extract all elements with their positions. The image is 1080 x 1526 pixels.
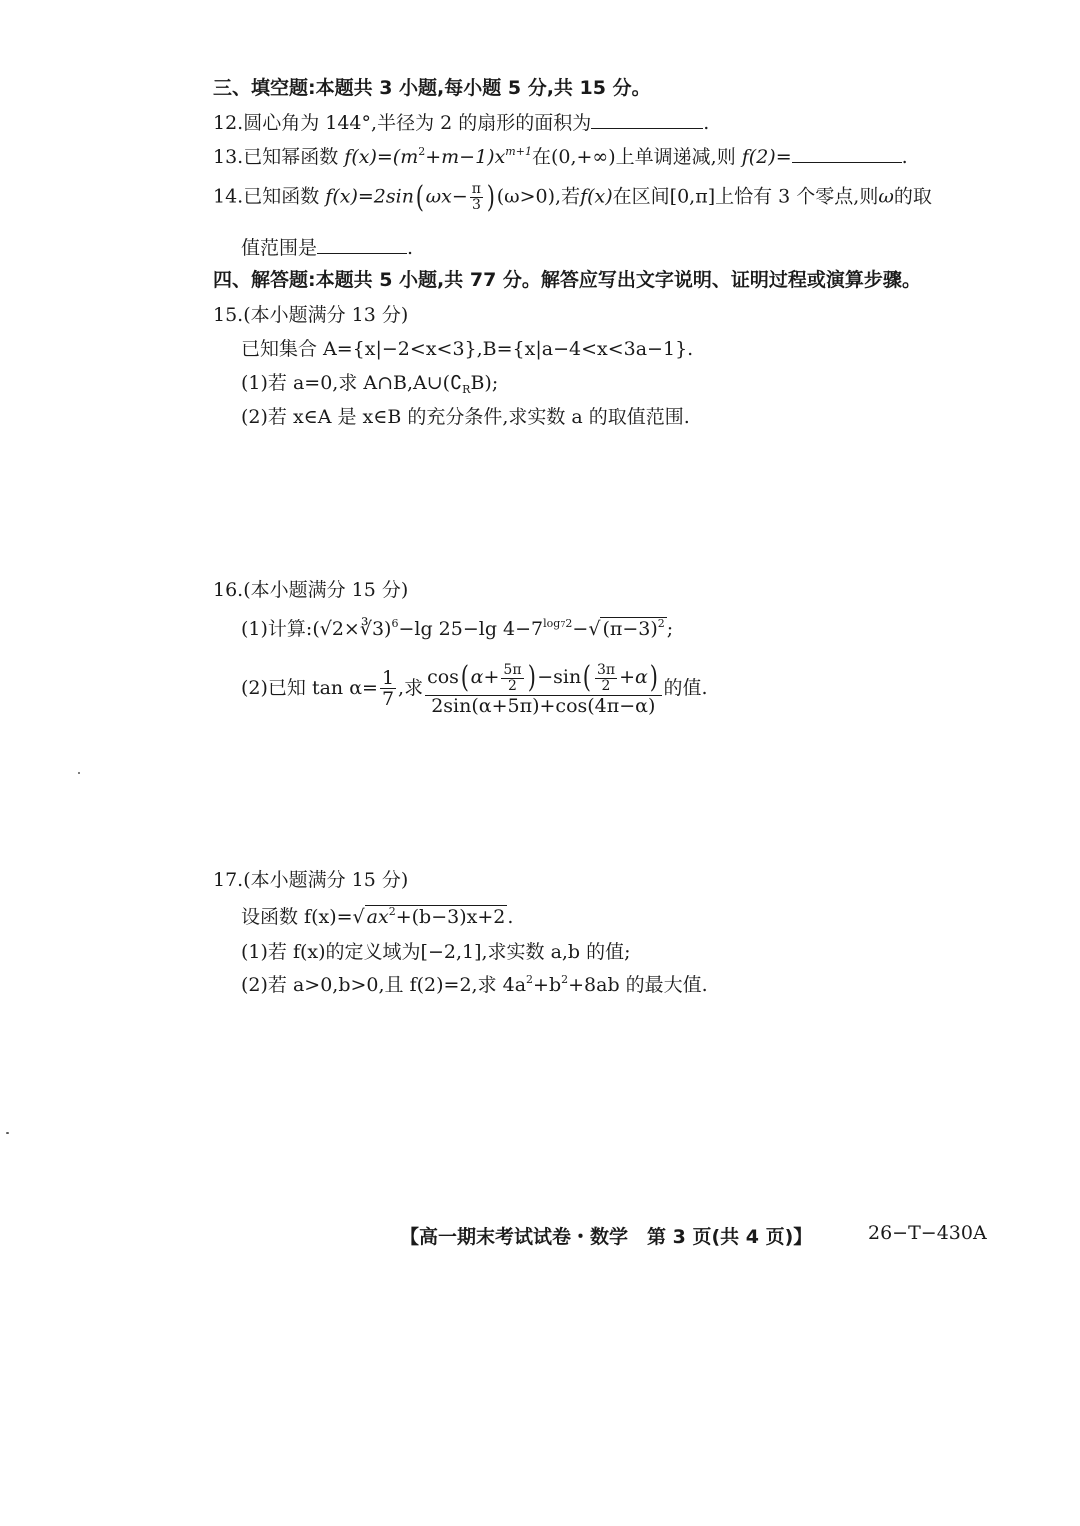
q14-period: . — [407, 237, 414, 259]
q14-number: 14. — [213, 185, 244, 208]
q16-title: 16.(本小题满分 15 分) — [213, 579, 409, 601]
q12-period: . — [703, 112, 710, 134]
q14-text-4: 在区间[0,π]上恰有 3 个零点,则 — [612, 185, 879, 208]
question-14-line-2 — [241, 235, 413, 260]
q17-p2-b: +b — [533, 974, 562, 996]
q16-p2-b: ,求 — [398, 677, 424, 699]
q14-text-2: (ω>0),若 — [496, 185, 581, 208]
footer-code: 26−T−430A — [868, 1222, 987, 1244]
q16-p1-b: −lg 25−lg 4−7 — [398, 618, 544, 640]
q16-p2-numerator: cos(α+ $\frac{5\pi}{2}$ )−sin( $\frac{3\pi}{2}$ +α) — [425, 660, 661, 696]
question-13: 13.已知幂函数 $f(x)=(m^2+m-1)x^{m+1}$在(0,+∞)上单调递减,则 f(2)= . — [213, 145, 908, 168]
q16-p2-tan-den: 7 — [381, 687, 395, 710]
q16-p2-end: 的值. — [663, 677, 708, 699]
q16-p2-plus-alpha: +α — [619, 666, 648, 688]
q17-p2-c: +8ab 的最大值. — [568, 974, 708, 996]
q16-p1-exp: 6 — [391, 617, 399, 630]
q12-number: 12. — [213, 112, 244, 134]
q16-p2-tan-fraction — [380, 668, 396, 709]
q16-p1-c: − — [572, 618, 589, 640]
section-4-heading: 四、解答题:本题共 5 小题,共 77 分。解答应写出文字说明、证明过程或演算步骤。 — [213, 269, 921, 291]
q17-stem-2: ax — [366, 906, 389, 928]
q16-p2-f2-den: 2 — [601, 677, 611, 694]
q16-p2-f1-num: 5π — [503, 661, 522, 678]
q16-p1-a: (1)计算:(√2×∛3) — [241, 618, 392, 640]
q14-text-1: 已知函数 — [243, 185, 320, 208]
q15-stem: 已知集合 A={x|−2<x<3},B={x|a−4<x<3a−1}. — [241, 338, 694, 360]
q17-stem: 设函数 f(x)=√ $ax^2+(b-3)x+2$ . — [241, 905, 514, 928]
q17-p2-exp1: 2 — [526, 973, 534, 986]
q16-p1-logarg: 2 — [565, 617, 573, 630]
q16-p2-minus-sin: −sin — [537, 666, 582, 688]
q13-function: f(x)=( — [344, 146, 401, 168]
q13-text-2: +m−1) — [425, 146, 495, 168]
q17-part-2 — [241, 973, 708, 997]
q12-text: 圆心角为 144°,半径为 2 的扇形的面积为 — [243, 112, 592, 134]
q15-title: 15.(本小题满分 13 分) — [213, 304, 409, 326]
q14-function: f(x)=2sin — [325, 185, 414, 208]
q16-part-1: (1)计算:(√2×∛3)$^6$−lg 25−lg $4-7^{log72}-√$ $(\pi-3)^2$ ; — [241, 617, 674, 640]
q12-answer-blank — [591, 110, 703, 129]
q13-answer-blank — [792, 144, 902, 163]
scan-speck — [78, 772, 80, 774]
q16-p1-sqrt-exp: 2 — [657, 617, 665, 630]
question-12 — [213, 110, 709, 135]
q14-omega: ω — [878, 185, 894, 208]
q13-m: m — [400, 146, 419, 168]
q16-p1-end: ; — [666, 618, 674, 640]
q16-p2-big-fraction — [425, 660, 661, 716]
q14-fraction — [470, 182, 483, 213]
q13-number: 13. — [213, 146, 244, 168]
q14-text-3: f(x) — [580, 185, 613, 208]
q16-p2-a: (2)已知 tan α= — [241, 677, 378, 699]
q17-p2-exp2: 2 — [561, 973, 569, 986]
q16-p2-cos: cos — [427, 666, 459, 688]
q13-exponent: m+1 — [505, 145, 532, 158]
q14-frac-den: 3 — [471, 197, 481, 213]
q15-part-2: (2)若 x∈A 是 x∈B 的充分条件,求实数 a 的取值范围. — [241, 406, 690, 428]
q16-p1-logsub: 7 — [560, 620, 566, 629]
q13-period: . — [901, 146, 908, 168]
section-3-heading: 三、填空题:本题共 3 小题,每小题 5 分,共 15 分。 — [213, 77, 651, 99]
q16-p2-frac-5pi2 — [501, 663, 523, 694]
q14-line2-text: 值范围是 — [241, 237, 318, 259]
q14-answer-blank — [317, 235, 407, 254]
q17-part-1: (1)若 f(x)的定义域为[−2,1],求实数 a,b 的值; — [241, 941, 631, 963]
footer-page-info: 【高一期末考试试卷・数学 第 3 页(共 4 页)】 — [400, 1226, 813, 1248]
q13-text-1: 已知幂函数 — [243, 146, 339, 168]
q16-part-2 — [241, 660, 708, 724]
q17-p2-a: (2)若 a>0,b>0,且 f(2)=2,求 4a — [241, 974, 527, 996]
q16-p1-log: log — [543, 617, 561, 630]
q15-p1-text: (1)若 a=0,求 A∩B,A∪(∁ — [241, 372, 463, 394]
q14-frac-num: π — [471, 181, 481, 197]
q15-p1-end: B); — [470, 372, 499, 394]
q17-title: 17.(本小题满分 15 分) — [213, 869, 409, 891]
q13-f2: f(2)= — [741, 146, 792, 168]
scan-speck — [6, 1132, 9, 1134]
q16-p2-denominator: 2sin(α+5π)+cos(4π−α) — [431, 695, 656, 717]
q16-p2-alpha-plus: α+ — [470, 666, 500, 688]
q17-stem-end: . — [507, 906, 514, 928]
question-14: 14.已知函数 f(x)=2sin(ωx− $\frac{\pi}{3}$ )(ω>0),若f(x)在区间[0,π]上恰有 3 个零点,则ω的取 — [213, 179, 932, 215]
q16-p2-f2-num: 3π — [596, 661, 616, 678]
q16-p1-sqrt: (π−3) — [602, 618, 658, 640]
q13-x: x — [494, 146, 506, 168]
q14-text-5: 的取 — [893, 185, 932, 208]
q16-p2-f1-den: 2 — [508, 677, 517, 694]
q14-inner: ωx− — [425, 185, 468, 208]
q16-p2-tan-num: 1 — [381, 666, 395, 689]
q15-part-1 — [241, 371, 498, 395]
q17-stem-3: +(b−3)x+2 — [395, 906, 506, 928]
q15-p1-sub: R — [462, 383, 471, 396]
q16-p2-frac-3pi2 — [595, 663, 617, 694]
q17-stem-1: 设函数 f(x)= — [241, 906, 353, 928]
q13-text-3: 在(0,+∞)上单调递减,则 — [531, 146, 736, 168]
q17-stem-exp: 2 — [388, 905, 396, 918]
